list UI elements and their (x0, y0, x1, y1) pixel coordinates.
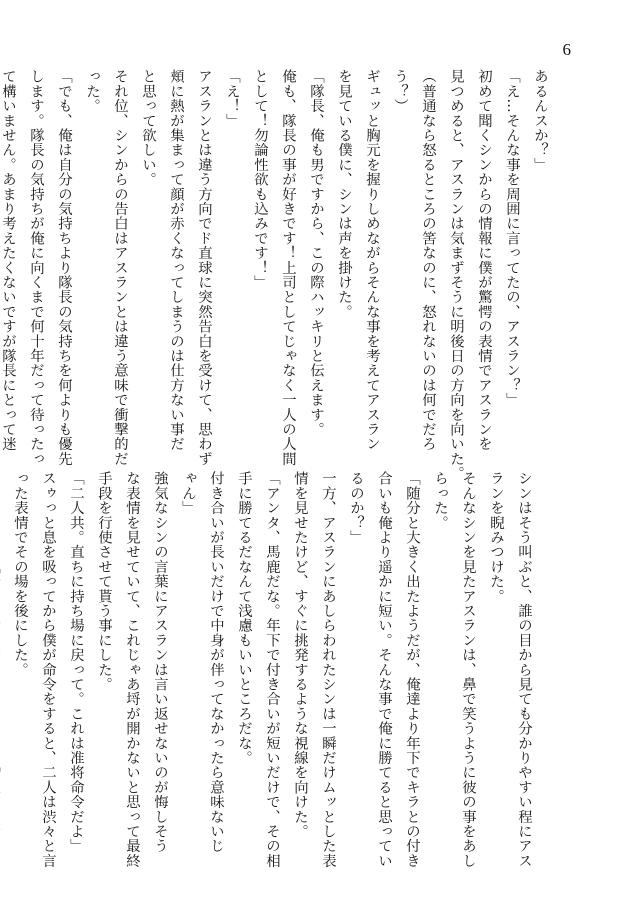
text-line: 「随分と大きく出たようだが、俺達より年下でキラとの付き (404, 471, 420, 868)
text-line: るのか？」 (348, 471, 364, 545)
text-line: と思って欲しい。 (140, 69, 156, 187)
text-line: スゥっと息を吸ってから僕が命令をすると、二人は渋々と言 (40, 471, 56, 868)
text-line: った表情でその場を後にした。 (12, 471, 28, 677)
text-line: 「二人共。直ちに持ち場に戻って。これは准将命令だよ」 (68, 471, 84, 854)
text-line: 見つめると、アスランは気まずそうに明後日の方向を向いた。 (448, 69, 464, 481)
text-line: 「隊長、俺も男ですから、この際ハッキリと伝えます。 (308, 69, 324, 437)
text-line: ギュッと胸元を握りしめながらそんな事を考えてアスラン (364, 69, 380, 452)
text-line: ゃん」 (180, 471, 196, 516)
text-line: 情を見せたけど、すぐに挑発するような視線を向けた。 (292, 471, 308, 839)
text-line: な表情を見せていて、これじゃあ埒が開かないと思って最終 (124, 471, 140, 868)
lower-text-block (0, 471, 538, 868)
text-line: 「アンタ、馬鹿だな。年下で付き合いが短いだけで、その相 (264, 471, 280, 868)
text-line: 「え！」 (224, 69, 240, 128)
text-line: 初めて聞くシンからの情報に僕が驚愕の表情でアスランを (476, 69, 492, 452)
text-line: 手に勝てるだなんて浅慮もいいところだな。 (236, 471, 252, 765)
upper-text-block (0, 69, 554, 487)
text-line: 手段を行使させて貰う事にした。 (96, 471, 112, 692)
text-line: 俺も、隊長の事が好きです！上司としてじゃなく一人の人間 (280, 69, 296, 466)
text-line: アスランとは違う方向でド直球に突然告白を受けて、思わず (196, 69, 212, 466)
text-line: そんなシンを見たアスランは、鼻で笑うように彼の事をあし (460, 471, 476, 868)
text-line: 「え…そんな事を周囲に言ってたの、アスラン？」 (504, 69, 520, 408)
text-line: 「でも、俺は自分の気持ちより隊長の気持ちを何よりも優先 (56, 69, 72, 466)
text-line: 一方、アスランにあしらわれたシンは一瞬だけムッとした表 (320, 471, 336, 868)
text-line: った。 (84, 69, 100, 114)
text-line: 付き合いが長いだけで中身が伴ってなかったら意味ないじ (208, 471, 224, 854)
text-line: します。隊長の気持ちが俺に向くまで何十年だって待ったっ (28, 69, 44, 466)
text-line: 合いも俺より遥かに短い。そんな事で俺に勝てると思ってい (376, 471, 392, 868)
text-line: を見ている僕に、シンは声を掛けた。 (336, 69, 352, 319)
text-line: シンはそう叫ぶと、誰の目から見ても分かりやすい程にアス (516, 471, 532, 868)
text-line (0, 471, 6, 859)
text-line: 頬に熱が集まって顔が赤くなってしまうのは仕方ない事だ (168, 69, 184, 452)
text-line: として！勿論性欲も込みです！」 (252, 69, 268, 290)
text-line: あるんスか？」 (532, 69, 548, 172)
text-line: う？） (392, 69, 408, 114)
text-line: ランを睨みつけた。 (488, 471, 504, 604)
page-number: 6 (562, 40, 571, 59)
text-line: それ位、シンからの告白はアスランとは違う意味で衝撃的だ (112, 69, 128, 466)
text-line: 強気なシンの言葉にアスランは言い返せないのが悔しそう (152, 471, 168, 854)
text-line: （普通なら怒るところの筈なのに、怒れないのは何でだろ (420, 69, 436, 452)
text-line: らった。 (432, 471, 448, 530)
text-line: て構いません。あまり考えたくないですが隊長にとって迷 (0, 69, 16, 452)
